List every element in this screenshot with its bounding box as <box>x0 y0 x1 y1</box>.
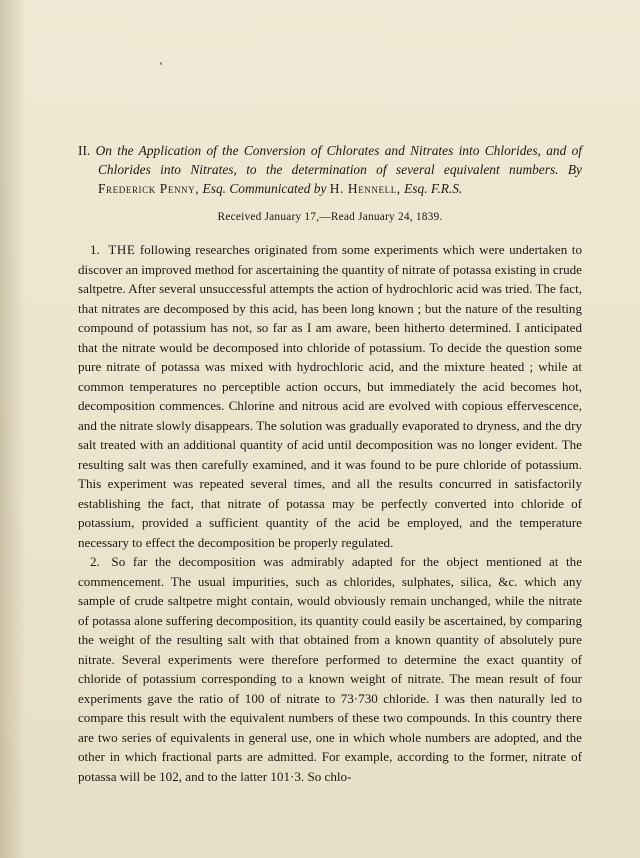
author-name: Frederick Penny, <box>98 181 200 196</box>
paragraph-1 <box>78 240 582 552</box>
article-title <box>78 141 582 198</box>
title-text: On the Application of the Conversion of Chlorates and Nitrates into Chlorides, and of Chlorides into Nitrates, to the determination of several equivalent numbers. By <box>95 143 582 177</box>
communicated-by: Communicated by <box>229 181 327 196</box>
paragraph-lead: THE <box>108 242 136 257</box>
received-date: Received January 17,—Read January 24, 1839. <box>217 211 443 223</box>
paper-speck <box>160 62 162 65</box>
communicator-title: Esq. F.R.S. <box>404 181 463 196</box>
author-title: Esq. <box>202 181 226 196</box>
title-number: II. <box>78 143 91 158</box>
paragraph-text: following researches originated from some experiments which were undertaken to discover an improved method for ascertaining the quantity of nitrate of potassa existing in crude saltpetre. After several unsuccessful attempts the action of hydrochloric acid was tried. The fact, that nitrates are decomposed by this acid, has been long known ; but the nature of the resulting compound of potassium has not, so far as I am aware, been hitherto determined. I anticipated that the nitrate would be decomposed into chloride of potassium. To decide the question some pure nitrate of potassa was mixed with hydrochloric acid, and the mixture heated ; while at common temperatures no perceptible action occurs, but immediately the acid becomes hot, decomposition commences. Chlorine and nitrous acid are evolved with copious effervescence, and the nitrate slowly disappears. The solution was gradually evaporated to dryness, and the dry salt treated with an additional quantity of acid until decomposition was no longer evident. The resulting salt was then carefully examined, and it was found to be pure chloride of potassium. This experiment was repeated several times, and all the results concurred in satisfactorily establishing the fact, that nitrate of potassa may be perfectly converted into chloride of potassium, provided a sufficient quantity of the acid be employed, and the temperature necessary to effect the decomposition be properly regulated. <box>78 242 582 550</box>
page-gutter-shadow <box>0 0 26 858</box>
paragraph-number: 1. <box>90 242 100 257</box>
article <box>78 141 582 786</box>
paragraph-text: So far the decomposition was admirably adapted for the object mentioned at the commencement. The usual impurities, such as chlorides, sulphates, silica, &c. which any sample of crude saltpetre might contain, would obviously remain unchanged, while the nitrate of potassa alone suffering decomposition, its quantity could easily be ascertained, by comparing the weight of the resulting salt with that obtained from a known quantity of absolutely pure nitrate. Several experiments were therefore performed to determine the exact quantity of chloride of potassium corresponding to a known weight of nitrate. The mean result of four experiments gave the ratio of 100 of nitrate to 73·730 chloride. I was then naturally led to compare this result with the equivalent numbers of these two compounds. In this country there are two series of equivalents in general use, one in which whole numbers are adopted, and the other in which fractional parts are admitted. For example, according to the former, nitrate of potassa will be 102, and to the latter 101·3. So chlo- <box>78 554 583 784</box>
paragraph-2 <box>78 552 582 786</box>
communicator-name: H. Hennell, <box>329 181 401 196</box>
paragraph-number: 2. <box>90 554 100 569</box>
